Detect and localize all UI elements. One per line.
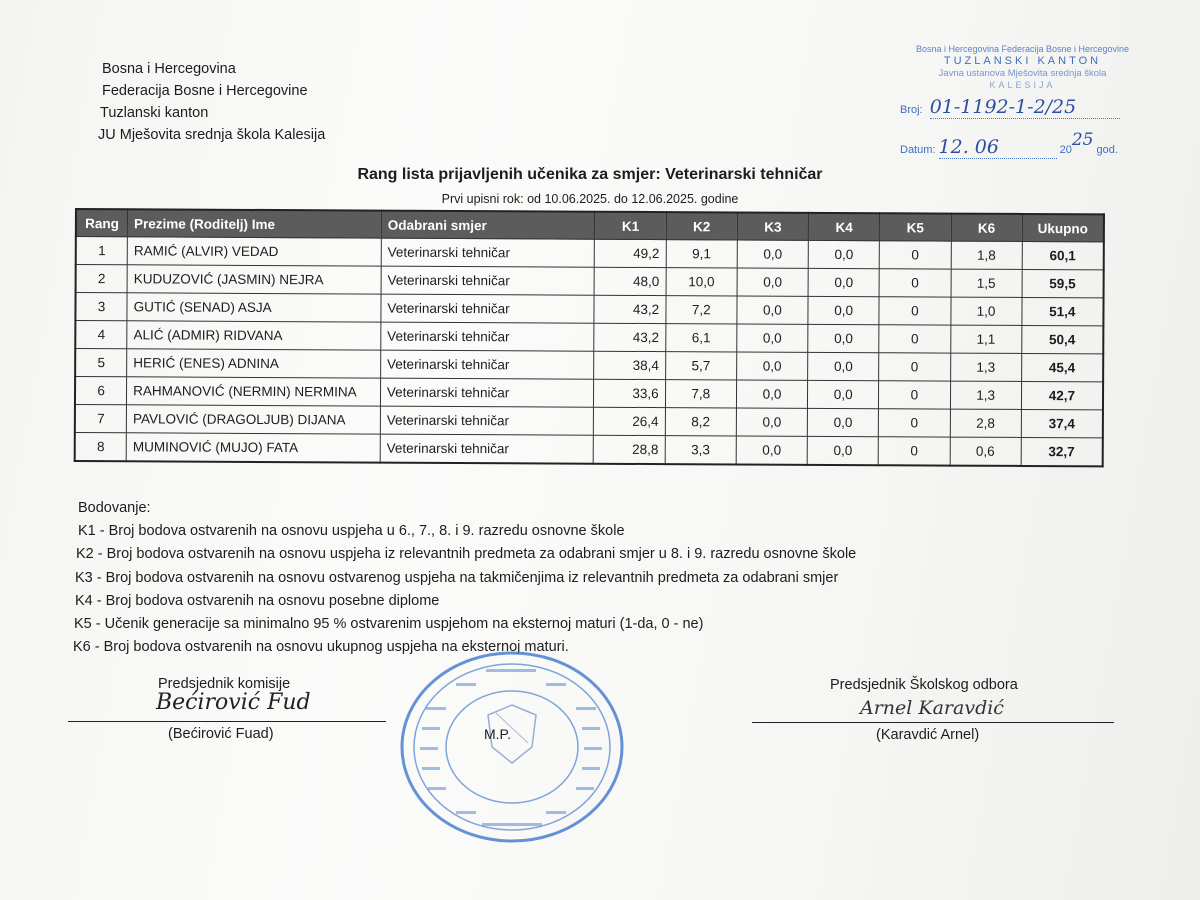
cell-k3: 0,0 (737, 240, 808, 268)
board-signature: Arnel Karavdić (860, 697, 1004, 719)
cell-smjer: Veterinarski tehničar (380, 434, 594, 464)
cell-ukupno: 60,1 (1022, 241, 1104, 269)
cell-ukupno: 42,7 (1021, 381, 1103, 409)
cell-k1: 43,2 (594, 323, 665, 351)
cell-k4: 0,0 (807, 436, 878, 465)
broj-label: Broj: (900, 104, 923, 116)
year-value: 25 (1071, 130, 1094, 150)
scoring-heading: Bodovanje: (78, 500, 151, 516)
col-header-k5: K5 (880, 213, 951, 241)
header-canton: Tuzlanski kanton (100, 105, 209, 121)
god-label: god. (1096, 144, 1118, 156)
cell-k1: 49,2 (595, 239, 666, 267)
cell-k5: 0 (879, 325, 950, 353)
cell-k3: 0,0 (737, 324, 808, 352)
cell-ime: RAHMANOVIĆ (NERMIN) NERMINA (127, 377, 381, 406)
header-country: Bosna i Hercegovina (102, 61, 236, 77)
cell-ime: PAVLOVIĆ (DRAGOLJUB) DIJANA (126, 405, 380, 434)
cell-ime: HERIĆ (ENES) ADNINA (127, 349, 381, 378)
cell-k2: 5,7 (665, 352, 736, 380)
cell-k2: 7,2 (666, 296, 737, 324)
cell-k5: 0 (879, 381, 950, 409)
col-header-k1: K1 (595, 212, 666, 240)
cell-k4: 0,0 (808, 240, 879, 268)
registry-stamp (895, 44, 1150, 164)
cell-k1: 26,4 (594, 407, 665, 435)
cell-smjer: Veterinarski tehničar (381, 322, 595, 351)
cell-k1: 28,8 (594, 435, 665, 464)
cell-rang: 2 (76, 265, 128, 293)
cell-k2: 8,2 (665, 408, 736, 436)
col-header-ukupno: Ukupno (1022, 214, 1104, 242)
committee-president-label: Predsjednik komisije (158, 676, 291, 692)
cell-ukupno: 50,4 (1021, 325, 1103, 353)
cell-k3: 0,0 (736, 436, 807, 465)
cell-k2: 10,0 (666, 268, 737, 296)
cell-k4: 0,0 (808, 296, 879, 324)
cell-k5: 0 (879, 353, 950, 381)
cell-rang: 6 (75, 377, 127, 405)
cell-ime: MUMINOVIĆ (MUJO) FATA (126, 433, 380, 463)
cell-k5: 0 (879, 409, 950, 437)
scoring-item-k2: K2 - Broj bodova ostvarenih na osnovu uspjeha iz relevantnih predmeta za odabrani smjer u 8. i 9. razredu osnovne škole (76, 546, 857, 563)
cell-k1: 43,2 (594, 295, 665, 323)
cell-k6: 1,0 (950, 297, 1021, 325)
board-president-name: (Karavdić Arnel) (876, 727, 980, 743)
scoring-item-k5: K5 - Učenik generacije sa minimalno 95 % ostvarenim uspjehom na eksternoj maturi (1-da, 0 - ne) (74, 616, 704, 633)
cell-k5: 0 (879, 269, 950, 297)
datum-label: Datum: (900, 144, 936, 156)
official-round-stamp (396, 647, 628, 847)
cell-smjer: Veterinarski tehničar (381, 238, 595, 267)
cell-k6: 2,8 (950, 409, 1021, 437)
cell-k6: 1,1 (950, 325, 1021, 353)
scoring-item-k1: K1 - Broj bodova ostvarenih na osnovu uspjeha u 6., 7., 8. i 9. razredu osnovne škole (78, 523, 625, 540)
page-subtitle: Prvi upisni rok: od 10.06.2025. do 12.06.2025. godine (441, 192, 739, 206)
cell-rang: 8 (75, 433, 127, 462)
col-header-k3: K3 (737, 212, 808, 240)
rank-table (74, 208, 1105, 467)
cell-rang: 4 (75, 321, 127, 349)
cell-k5: 0 (878, 437, 949, 466)
cell-ime: RAMIĆ (ALVIR) VEDAD (127, 237, 381, 266)
cell-k6: 1,5 (951, 269, 1022, 297)
cell-ukupno: 37,4 (1021, 409, 1103, 437)
cell-ukupno: 32,7 (1021, 437, 1103, 466)
cell-k1: 33,6 (594, 379, 665, 407)
board-president-label: Predsjednik Školskog odbora (830, 677, 1018, 693)
col-header-k6: K6 (951, 214, 1022, 242)
cell-k3: 0,0 (736, 380, 807, 408)
cell-smjer: Veterinarski tehničar (381, 266, 595, 295)
institution-header (100, 58, 325, 146)
cell-rang: 5 (75, 349, 127, 377)
cell-k6: 0,6 (950, 437, 1021, 466)
header-school: JU Mješovita srednja škola Kalesija (98, 127, 326, 143)
scoring-item-k3: K3 - Broj bodova ostvarenih na osnovu ostvarenog uspjeha na takmičenjima iz relevantnih predmeta za odabrani smjer (75, 569, 839, 586)
registry-number-row (900, 96, 1120, 119)
cell-ukupno: 45,4 (1021, 353, 1103, 381)
scoring-item-k4: K4 - Broj bodova ostvarenih na osnovu posebne diplome (75, 592, 440, 609)
cell-k3: 0,0 (737, 296, 808, 324)
datum-value: 12. 06 (938, 136, 999, 158)
registry-stamp-line3: Javna ustanova Mješovita srednja škola (938, 68, 1107, 79)
cell-rang: 1 (76, 237, 128, 265)
broj-value: 01-1192-1-2/25 (929, 96, 1077, 118)
cell-smjer: Veterinarski tehničar (380, 378, 594, 407)
col-header-k2: K2 (666, 212, 737, 240)
scoring-item-k6: K6 - Broj bodova ostvarenih na osnovu ukupnog uspjeha na eksternoj maturi. (73, 639, 569, 656)
table-row (75, 433, 1103, 467)
cell-rang: 7 (75, 405, 127, 433)
cell-k6: 1,8 (951, 241, 1022, 269)
col-header-rang: Rang (76, 209, 128, 237)
cell-k2: 9,1 (666, 240, 737, 268)
cell-k1: 38,4 (594, 351, 665, 379)
round-stamp-graphic (396, 647, 628, 847)
committee-president-name: (Bećirović Fuad) (168, 726, 274, 742)
cell-k5: 0 (879, 241, 950, 269)
cell-ime: GUTIĆ (SENAD) ASJA (127, 293, 381, 322)
registry-stamp-line1: Bosna i Hercegovina Federacija Bosne i Hercegovine (915, 44, 1130, 54)
cell-ukupno: 51,4 (1022, 297, 1104, 325)
committee-signature: Bećirović Fud (156, 690, 311, 715)
registry-stamp-line4: KALESIJA (989, 80, 1056, 90)
page-title: Rang lista prijavljenih učenika za smjer: Veterinarski tehničar (357, 166, 823, 183)
year-prefix: 20 (1059, 144, 1072, 156)
cell-smjer: Veterinarski tehničar (381, 294, 595, 323)
cell-ime: KUDUZOVIĆ (JASMIN) NEJRA (127, 265, 381, 294)
mp-label: M.P. (484, 726, 511, 742)
committee-signature-line (68, 721, 386, 722)
cell-k2: 3,3 (665, 436, 736, 465)
header-federation: Federacija Bosne i Hercegovine (102, 83, 308, 99)
cell-k3: 0,0 (736, 408, 807, 436)
scoring-legend (73, 497, 857, 659)
cell-k4: 0,0 (808, 352, 879, 380)
cell-smjer: Veterinarski tehničar (380, 406, 594, 435)
cell-k4: 0,0 (808, 268, 879, 296)
cell-k3: 0,0 (737, 268, 808, 296)
cell-k4: 0,0 (808, 324, 879, 352)
cell-k6: 1,3 (950, 353, 1021, 381)
cell-k1: 48,0 (595, 267, 666, 295)
cell-smjer: Veterinarski tehničar (380, 350, 594, 379)
registry-stamp-line2: TUZLANSKI KANTON (943, 55, 1102, 67)
cell-ime: ALIĆ (ADMIR) RIDVANA (127, 321, 381, 350)
registry-date-row (900, 130, 1118, 159)
col-header-smjer: Odabrani smjer (381, 211, 595, 240)
cell-ukupno: 59,5 (1022, 269, 1104, 297)
board-signature-line (752, 722, 1114, 723)
cell-k4: 0,0 (807, 408, 878, 436)
cell-k2: 7,8 (665, 380, 736, 408)
cell-k4: 0,0 (808, 380, 879, 408)
cell-rang: 3 (75, 293, 127, 321)
cell-k2: 6,1 (665, 324, 736, 352)
cell-k6: 1,3 (950, 381, 1021, 409)
col-header-ime: Prezime (Roditelj) Ime (127, 209, 381, 238)
cell-k5: 0 (879, 297, 950, 325)
col-header-k4: K4 (808, 213, 879, 241)
cell-k3: 0,0 (736, 352, 807, 380)
